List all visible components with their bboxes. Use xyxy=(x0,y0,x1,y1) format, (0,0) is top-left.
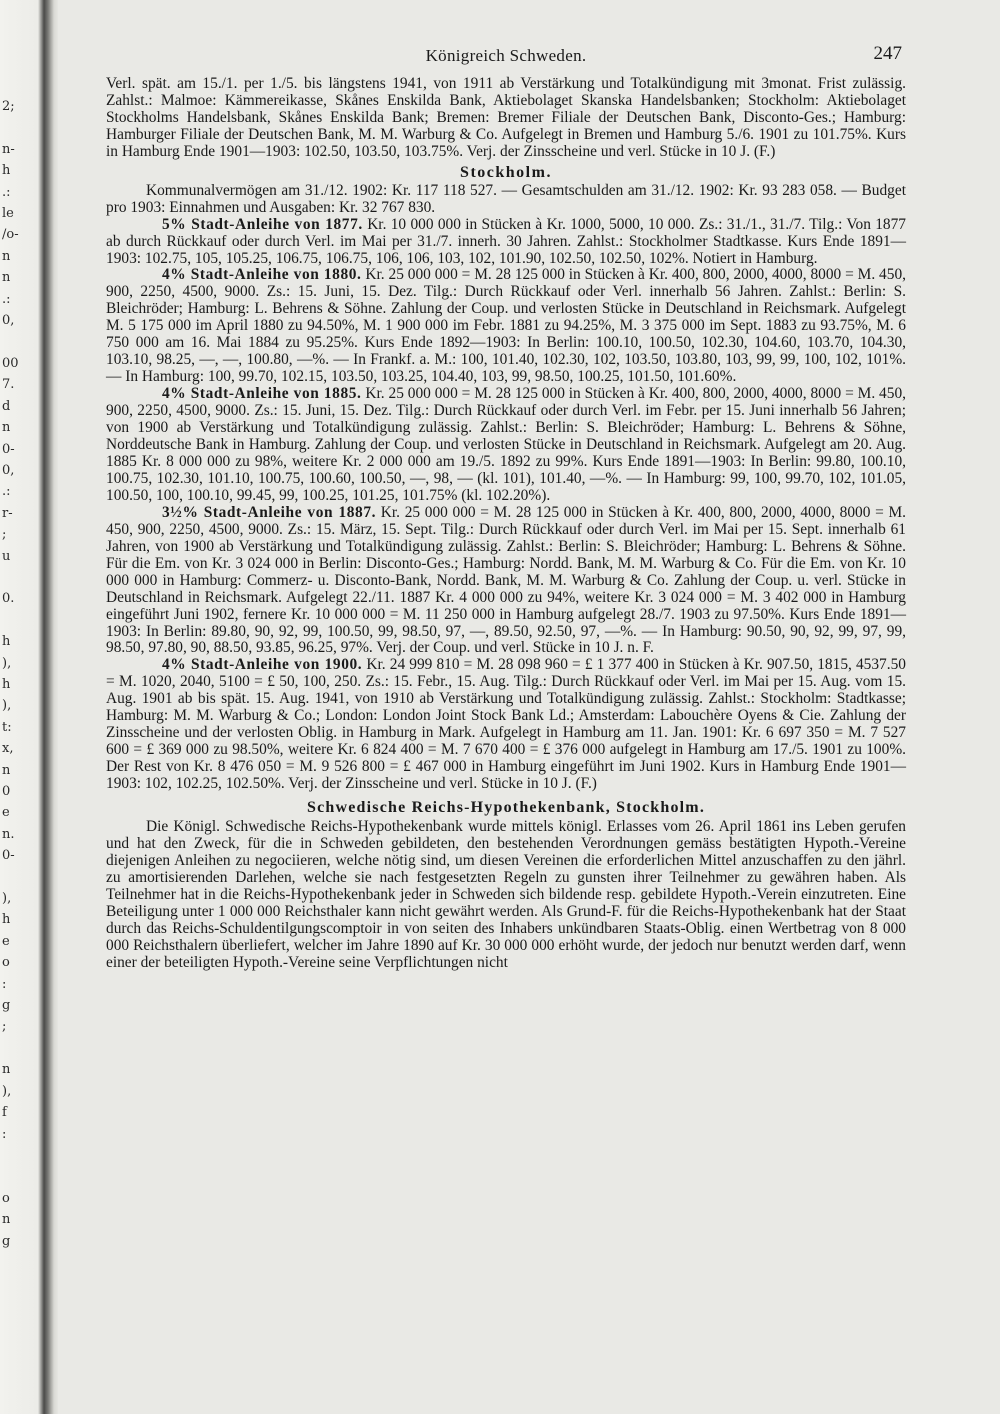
loan-entry xyxy=(106,217,906,268)
loan-title: 5% Stadt-Anleihe von 1877. xyxy=(162,215,363,233)
loan-entry xyxy=(106,386,906,505)
loan-entry xyxy=(106,657,906,793)
loan-text: Kr. 24 999 810 = M. 28 098 960 = £ 1 377 400 in Stücken à Kr. 907.50, 1815, 4537.50 = M. 1020, 2040, 5100 = £ 50, 100, 250. Zs.: 15. Febr., 15. Aug. Tilg.: Durch Rückkauf oder Verl. im Mai per 15. Aug. vom 15. Aug. 1901 ab bis spät. 15. Aug. 1941, von 1910 ab Verstärkung und Totalkündigung zulässig. Zahlst.: Stockholm: Stadtkasse; Hamburg: M. M. Warburg & Co.; London: London Joint Stock Bank Ld.; Amsterdam: Labouchère Oyens & Cie. Zahlung der Zinsscheine und der verlosten Oblig. in Hamburg in Mark. Aufgelegt in Hamburg am 11. Jan. 1901: Kr. 6 697 350 = M. 7 527 600 = £ 369 000 zu 98.50%, weitere Kr. 6 824 400 = M. 7 670 400 = £ 376 000 aufgelegt in Hamburg am 17./5. 1901 zu 100%. Der Rest von Kr. 8 476 050 = M. 9 526 800 = £ 467 000 in Hamburg eingeführt im Juni 1902. Kurs in Hamburg Ende 1901—1903: 102, 102.25, 102.50%. Verj. der Zinsscheine und verl. Stücke in 10 J. (F.) xyxy=(106,656,906,793)
loan-title: 3½% Stadt-Anleihe von 1887. xyxy=(162,503,377,521)
loan-title: 4% Stadt-Anleihe von 1885. xyxy=(162,385,362,403)
page-title: Königreich Schweden. xyxy=(425,46,587,65)
intro-paragraph: Verl. spät. am 15./1. per 1./5. bis längstens 1941, von 1911 ab Verstärkung und Totalkündigung mit 3monat. Frist zulässig. Zahlst.: Malmoe: Kämmereikasse, Skånes Enskilda Bank, Aktiebolaget Skanska Handelsbanken; Stockholm: Aktiebolaget Stockholms Handelsbank, Skånes Enskilda Bank; Bremen: Bremer Filiale der Deutschen Bank, Disconto-Ges.; Hamburg: Hamburger Filiale der Deutschen Bank, M. M. Warburg & Co. Aufgelegt in Bremen und Hamburg 5./6. 1901 zu 101.75%. Kurs in Hamburg Ende 1901—1903: 102.50, 103.50, 103.75%. Verj. der Zinsscheine und verl. Stücke in 10 J. (F.) xyxy=(106,75,906,160)
section-heading-stockholm: Stockholm. xyxy=(460,163,552,181)
running-header xyxy=(106,44,906,76)
section-heading-hypothekenbank: Schwedische Reichs-Hypothekenbank, Stockholm. xyxy=(306,799,706,817)
loan-text: Kr. 25 000 000 = M. 28 125 000 in Stücken à Kr. 400, 800, 2000, 4000, 8000 = M. 450, 900, 2250, 4500, 9000. Zs.: 15. März, 15. Sept. Tilg.: Durch Rückkauf oder durch Verl. im Mai per 15. Sept. innerhalb 61 Jahren, von 1900 ab Verstärkung und Totalkündigung zulässig. Zahlst.: Berlin: S. Bleichröder; Hamburg: L. Behrens & Söhne. Für die Em. von Kr. 3 024 000 in Berlin: Disconto-Ges.; Hamburg: Nordd. Bank, M. M. Warburg & Co. Für die Em. von Kr. 10 000 000 in Hamburg: Commerz- u. Disconto-Bank, Nordd. Bank, M. M. Warburg & Co. Zahlung der Coup. u. verl. Stücke in Deutschland in Reichsmark. Aufgelegt 22./11. 1887 Kr. 4 000 000 zu 94%, weitere Kr. 3 024 000 = M. 3 402 000 in Hamburg eingeführt Juni 1902, fernere Kr. 10 000 000 = M. 11 250 000 in Hamburg aufgelegt 28./7. 1903 zu 97.50%. Kurs Ende 1891—1903: In Berlin: 89.80, 90, 92, 99, 100.50, 99, 98.50, 97, —, 89.50, 92.50, 97, —%. — In Hamburg: 90.50, 90, 92, 99, 97, 99, 98.50, 97.80, 90, 88.50, 93.85, 96.25, 97%. Verj. der Coup. und verl. Stücke in 10 J. n. F. xyxy=(106,503,906,657)
loan-title: 4% Stadt-Anleihe von 1880. xyxy=(162,266,362,284)
stockholm-summary: Kommunalvermögen am 31./12. 1902: Kr. 117 118 527. — Gesamtschulden am 31./12. 1902: Kr. 93 283 058. — Budget pro 1903: Einnahmen und Ausgaben: Kr. 32 767 830. xyxy=(106,181,906,216)
loan-text: Kr. 10 000 000 in Stücken à Kr. 1000, 5000, 10 000. Zs.: 31./1., 31./7. Tilg.: Von 1877 ab durch Rückkauf oder durch Verl. im Mai per 31./7. innerh. 30 Jahren. Zahlst.: Stockholmer Stadtkasse. Kurs Ende 1891—1903: 102.75, 105, 105.25, 106.75, 106.75, 106, 106, 103, 102, 101.90, 102.50, 102.50, 102%. Notiert in Hamburg. xyxy=(106,215,906,267)
document-page xyxy=(106,44,906,972)
loan-title: 4% Stadt-Anleihe von 1900. xyxy=(162,656,363,674)
page-number: 247 xyxy=(873,43,902,64)
loan-text: Kr. 25 000 000 = M. 28 125 000 in Stücken à Kr. 400, 800, 2000, 4000, 8000 = M. 450, 900, 2250, 4500, 9000. Zs.: 15. Juni, 15. Dez. Tilg.: Durch Rückkauf oder durch Verl. im Febr. per 15. Juni innerhalb 56 Jahren; von 1900 ab Verstärkung und Totalkündigung zulässig. Zahlst.: Berlin: S. Bleichröder; Hamburg: L. Behrens & Söhne, Norddeutsche Bank in Hamburg. Zahlung der Coup. und verlosten Stücke in Deutschland in Reichsmark. Aufgelegt am 20. Aug. 1885 Kr. 8 000 000 zu 98%, weitere Kr. 2 000 000 am 19./5. 1892 zu 99%. Kurs Ende 1891—1903: In Berlin: 99.80, 100.10, 100.75, 102.30, 101.10, 100.75, 100.60, 100.50, —, 98, — (kl. 101), 101.40, —%. — In Hamburg: 99, 100, 99.70, 102, 101.05, 100.50, 100, 100.10, 99.45, 99, 100.25, 101.25, 101.75% (kl. 102.20%). xyxy=(106,385,906,504)
loan-entry xyxy=(106,267,906,386)
loan-text: Kr. 25 000 000 = M. 28 125 000 in Stücken à Kr. 400, 800, 2000, 4000, 8000 = M. 450, 900, 2250, 4500, 9000. Zs.: 15. Juni, 15. Dez. Tilg.: Durch Rückkauf oder Verl. innerhalb 56 Jahren. Zahlst.: Berlin: S. Bleichröder; Hamburg: L. Behrens & Söhne. Zahlung der Coup. und verlosten Stücke in Deutschland in Reichsmark. Aufgelegt M. 5 175 000 im April 1880 zu 94.50%, M. 1 900 000 im Febr. 1881 zu 94.25%, M. 3 375 000 im Sept. 1883 zu 93.75%, M. 6 750 000 am 16. Mai 1884 zu 95.25%. Kurs Ende 1892—1903: In Berlin: 100.10, 100.50, 102.30, 104.60, 103.70, 104.30, 103.10, 98.25, —, —, 100.80, —%. — In Frankf. a. M.: 100, 101.40, 102.30, 102, 103.50, 103.80, 103, 99, 99, 100, 102, 101%. — In Hamburg: 100, 99.70, 102.15, 103.50, 103.25, 104.40, 103, 99, 98.50, 100.25, 101.50, 101.60%. xyxy=(106,266,906,386)
loan-entry xyxy=(106,505,906,658)
adjacent-page-fragments: 2; n- h .: le /o- n n .: 0, 00 7. d n 0- 0, .: r- ; u 0. h ), h ), t: x, n 0 e n. 0- ), h e o : g ; n ), f : o n g xyxy=(2,99,19,1249)
hypothekenbank-text: Die Königl. Schwedische Reichs-Hypothekenbank wurde mittels königl. Erlasses vom 26. April 1861 ins Leben gerufen und hat den Zweck, für die in Schweden gebildeten, den bestehenden Verordnungen gemäss bestätigten Hypoth.-Vereine diejenigen Anleihen zu negociieren, welche nötig sind, um diesen Vereinen die erforderlichen Mittel anzuschaffen zu den jährl. zu amortisierenden Darlehen, welche sie nach festgesetzten Regeln zu gunsten ihrer Teilnehmer zu gewähren haben. Als Teilnehmer hat in die Reichs-Hypothekenbank jeder in Schweden sich bildende resp. gebildete Hypoth.-Verein einzutreten. Eine Beteiligung unter 1 000 000 Reichsthaler kann nicht gewährt werden. Als Grund-F. für die Reichs-Hypothekenbank hat der Staat durch das Reichs-Schuldentilgungscomptoir in von seiten des Inhabers unkündbaren Staats-Oblig. einen Wertbetrag von 8 000 000 Reichsthalern überliefert, welcher im Jahre 1890 auf Kr. 30 000 000 erhöht wurde, der jedoch nur benutzt werden darf, wenn einer der beteiligten Hypoth.-Vereine seine Verpflichtungen nicht xyxy=(106,817,906,971)
